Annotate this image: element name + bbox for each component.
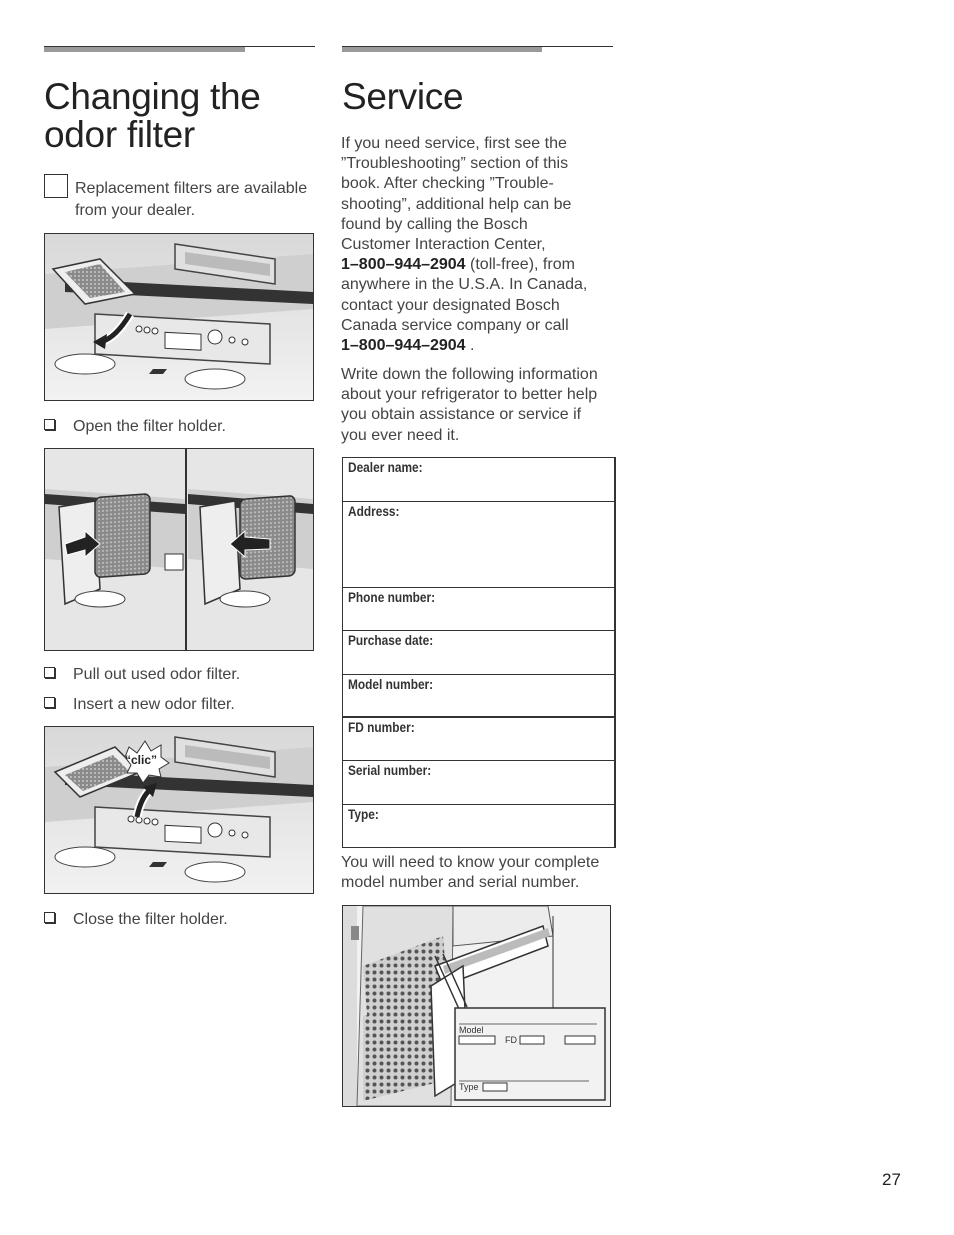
write-line: you obtain assistance or service if [341,406,582,424]
checkbox-icon [44,912,55,923]
model-serial-note [341,853,626,893]
model-number-label: Model number: [348,677,434,692]
figure-close-filter-holder [44,726,314,894]
note-line: You will need to know your complete [341,854,600,871]
fd-number-label: FD number: [348,720,415,735]
plate-model-label: Model [459,1025,484,1035]
row-address[interactable] [343,502,614,588]
step-insert-text: Insert a new odor filter. [73,696,235,713]
note-line1: Replacement filters are available [75,180,308,197]
row-fd-number[interactable] [343,718,614,761]
checkbox-icon [44,419,55,430]
row-dealer-name[interactable] [343,458,614,502]
step-insert [44,695,235,715]
phone-number: 1–800–944–2904 [341,256,466,274]
phone-number-label: Phone number: [348,590,436,605]
checkbox-icon [44,667,55,678]
checkbox-icon [44,697,55,708]
left-heading-line2: odor filter [44,114,195,155]
row-purchase-date[interactable] [343,631,614,675]
row-serial-number[interactable] [343,761,614,805]
serial-number-label: Serial number: [348,763,432,778]
intro-line: ”Troubleshooting” section of this [341,155,569,173]
service-heading: Service [342,76,464,117]
left-heading-line1: Changing the [44,76,261,117]
note-icon [44,174,68,198]
type-label: Type: [348,807,379,822]
page-number: 27 [882,1170,901,1189]
step-open-holder [44,417,226,437]
row-phone-number[interactable] [343,588,614,631]
intro-line: Customer Interaction Center, [341,236,546,254]
plate-type-label: Type [459,1082,479,1092]
figure-open-filter-holder [44,233,314,401]
intro-line: found by calling the Bosch [341,215,528,233]
write-down-paragraph [341,365,626,446]
note-line: model number and serial number. [341,874,580,892]
clic-label: “clic” [125,753,158,767]
write-line: about your refrigerator to better help [341,386,598,404]
write-line: you ever need it. [341,426,460,444]
write-line: Write down the following information [341,366,598,383]
appliance-info-form [342,457,616,848]
purchase-date-label: Purchase date: [348,633,434,648]
left-heading [44,78,261,154]
step-pull-out [44,665,240,685]
intro-line: Canada service company or call [341,316,569,334]
plate-fd-label: FD [505,1035,517,1045]
intro-line: contact your designated Bosch [341,296,560,314]
right-top-bar [342,47,542,52]
intro-end: . [465,337,475,355]
intro-line: anywhere in the U.S.A. In Canada, [341,276,588,294]
note-line2: from your dealer. [75,202,196,219]
step-open-holder-text: Open the filter holder. [73,418,226,435]
row-type[interactable] [343,805,614,847]
dealer-name-label: Dealer name: [348,460,423,475]
intro-line: (toll-free), from [465,256,575,274]
replacement-note [75,178,307,222]
row-model-number[interactable] [343,675,614,718]
phone-number-canada: 1–800–944–2904 [341,337,466,355]
intro-line: shooting”, additional help can be [341,195,572,213]
figure-replace-filter [44,448,314,651]
step-pull-out-text: Pull out used odor filter. [73,666,241,683]
address-label: Address: [348,504,400,519]
figure-rating-plate [342,905,611,1107]
step-close-holder-text: Close the filter holder. [73,911,228,928]
intro-line: book. After checking ”Trouble- [341,175,554,193]
step-close-holder [44,910,228,930]
service-intro-paragraph [341,134,626,356]
left-top-bar [44,47,245,52]
intro-line: If you need service, first see the [341,135,567,152]
